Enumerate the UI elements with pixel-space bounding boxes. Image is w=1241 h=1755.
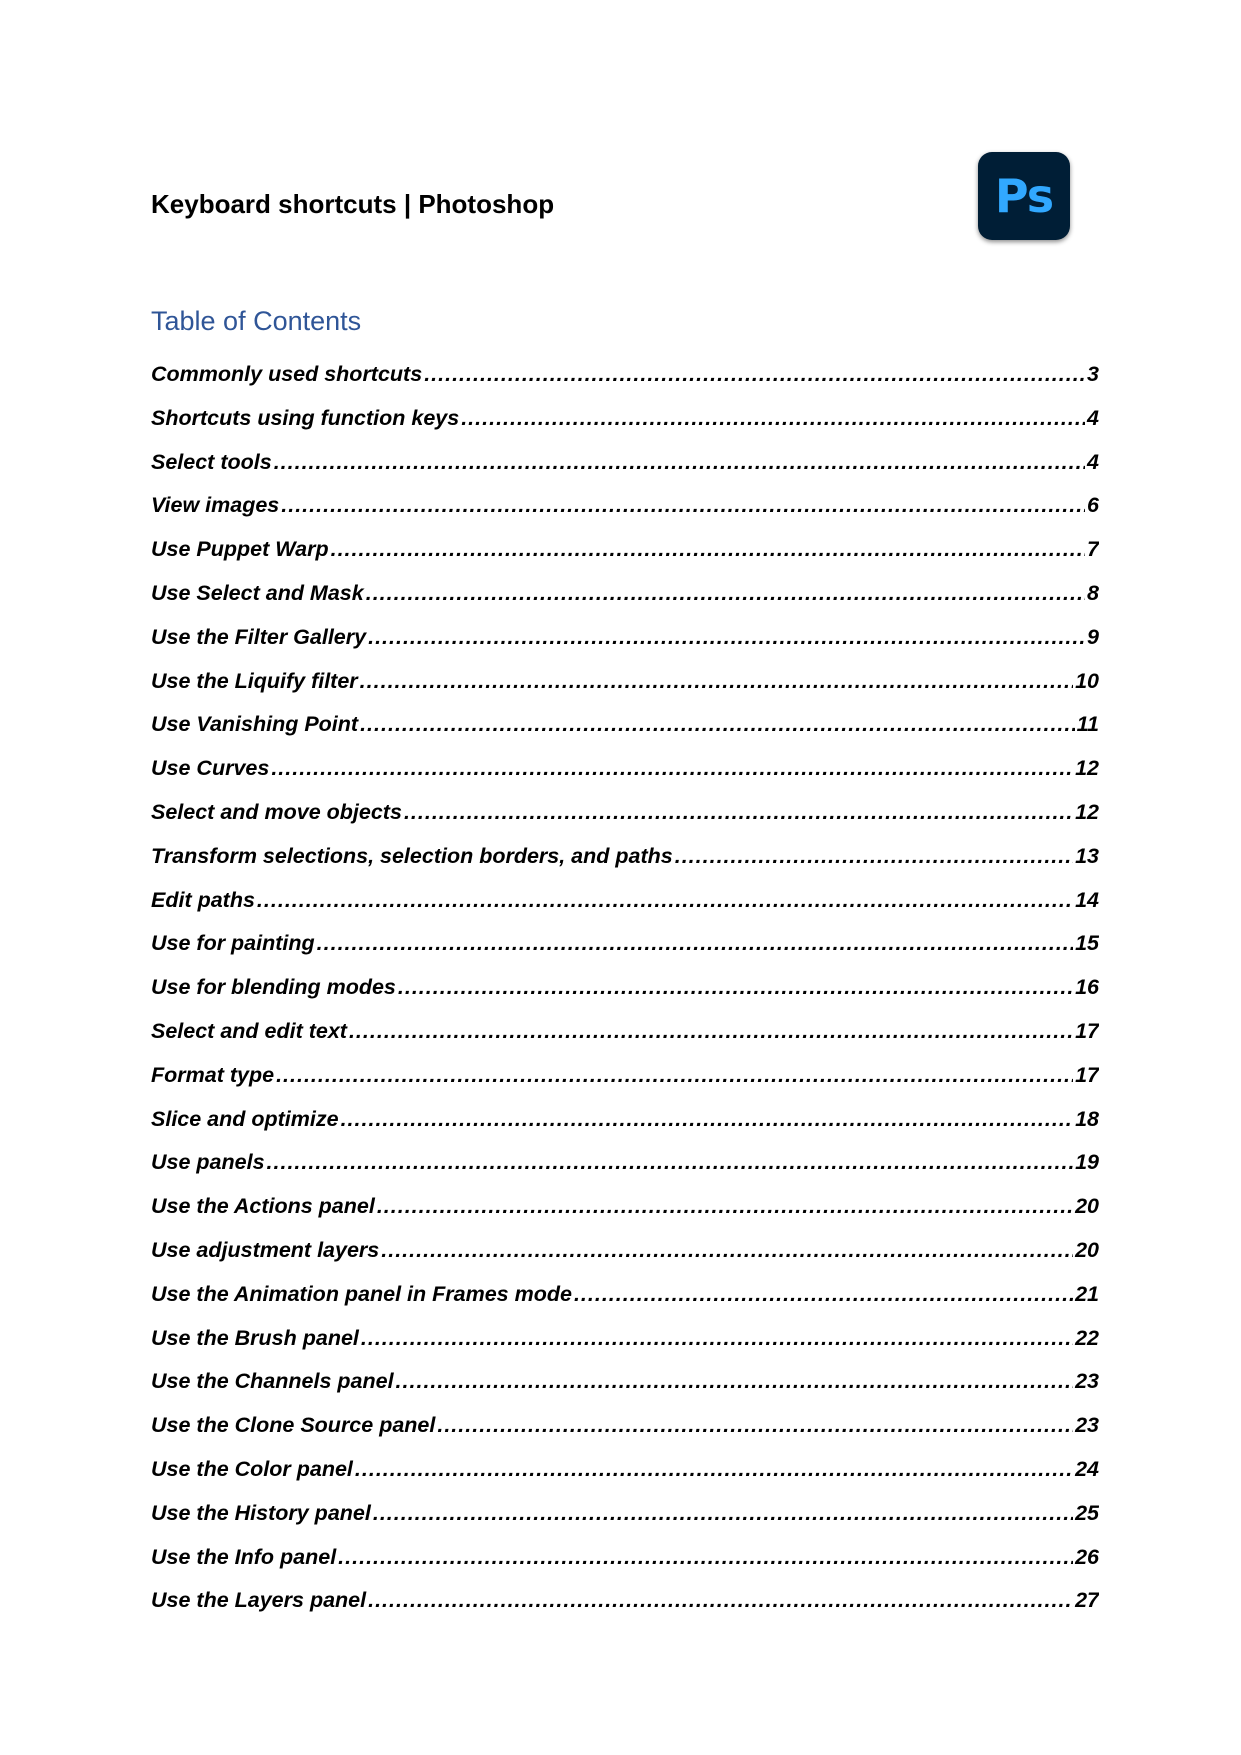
toc-entry-page-number: 16 bbox=[1075, 975, 1099, 1000]
toc-entry[interactable] bbox=[151, 794, 1099, 838]
toc-dot-leader bbox=[331, 531, 1085, 567]
toc-dot-leader bbox=[361, 1320, 1073, 1356]
toc-entry-label: Format type bbox=[151, 1062, 275, 1087]
toc-entry-label: Use the History panel bbox=[151, 1500, 371, 1525]
toc-dot-leader bbox=[274, 444, 1085, 480]
toc-entry-page-number: 14 bbox=[1075, 887, 1099, 912]
toc-entry-page-number: 17 bbox=[1075, 1018, 1099, 1043]
toc-entry[interactable] bbox=[151, 1582, 1099, 1626]
toc-dot-leader bbox=[398, 969, 1073, 1005]
toc-entry[interactable] bbox=[151, 1232, 1099, 1276]
toc-dot-leader bbox=[366, 575, 1085, 611]
toc-entry-page-number: 7 bbox=[1087, 537, 1099, 562]
toc-dot-leader bbox=[377, 1188, 1073, 1224]
toc-dot-leader bbox=[373, 1495, 1073, 1531]
toc-list bbox=[151, 356, 1099, 1626]
toc-entry[interactable] bbox=[151, 487, 1099, 531]
toc-dot-leader bbox=[368, 1582, 1073, 1618]
toc-entry-page-number: 17 bbox=[1075, 1062, 1099, 1087]
document-title: Keyboard shortcuts | Photoshop bbox=[151, 189, 555, 219]
toc-entry-page-number: 20 bbox=[1075, 1194, 1099, 1219]
toc-entry-label: Use adjustment layers bbox=[151, 1237, 380, 1262]
toc-entry[interactable] bbox=[151, 706, 1099, 750]
toc-entry-label: Use the Filter Gallery bbox=[151, 624, 367, 649]
photoshop-logo-icon bbox=[978, 152, 1070, 240]
toc-dot-leader bbox=[257, 882, 1073, 918]
toc-dot-leader bbox=[424, 356, 1085, 392]
toc-entry-label: Select tools bbox=[151, 449, 272, 474]
toc-entry-page-number: 4 bbox=[1087, 405, 1099, 430]
toc-entry[interactable] bbox=[151, 1495, 1099, 1539]
toc-dot-leader bbox=[437, 1407, 1073, 1443]
toc-entry-page-number: 27 bbox=[1075, 1588, 1099, 1613]
toc-entry-label: Use the Liquify filter bbox=[151, 668, 358, 693]
toc-dot-leader bbox=[381, 1232, 1073, 1268]
toc-entry[interactable] bbox=[151, 969, 1099, 1013]
toc-entry-page-number: 20 bbox=[1075, 1237, 1099, 1262]
toc-entry-label: Edit paths bbox=[151, 887, 255, 912]
toc-entry-label: Use the Actions panel bbox=[151, 1194, 375, 1219]
toc-entry-label: Transform selections, selection borders, and paths bbox=[151, 843, 673, 868]
toc-entry-page-number: 21 bbox=[1075, 1281, 1099, 1306]
toc-entry-page-number: 10 bbox=[1075, 668, 1099, 693]
toc-dot-leader bbox=[396, 1363, 1074, 1399]
toc-dot-leader bbox=[574, 1276, 1073, 1312]
toc-entry[interactable] bbox=[151, 1320, 1099, 1364]
toc-entry[interactable] bbox=[151, 1057, 1099, 1101]
toc-entry[interactable] bbox=[151, 1451, 1099, 1495]
toc-entry[interactable] bbox=[151, 925, 1099, 969]
toc-dot-leader bbox=[360, 706, 1075, 742]
toc-entry[interactable] bbox=[151, 1363, 1099, 1407]
toc-entry[interactable] bbox=[151, 882, 1099, 926]
toc-entry[interactable] bbox=[151, 750, 1099, 794]
toc-entry[interactable] bbox=[151, 400, 1099, 444]
toc-entry-page-number: 12 bbox=[1075, 799, 1099, 824]
toc-entry[interactable] bbox=[151, 531, 1099, 575]
toc-entry-page-number: 3 bbox=[1087, 362, 1099, 386]
toc-dot-leader bbox=[404, 794, 1073, 830]
toc-dot-leader bbox=[360, 663, 1073, 699]
toc-entry[interactable] bbox=[151, 1144, 1099, 1188]
toc-dot-leader bbox=[267, 1144, 1074, 1180]
toc-entry-label: Select and move objects bbox=[151, 799, 402, 824]
toc-entry-page-number: 6 bbox=[1087, 493, 1099, 518]
toc-entry[interactable] bbox=[151, 838, 1099, 882]
toc-entry-label: Use Curves bbox=[151, 756, 270, 781]
toc-entry-page-number: 19 bbox=[1075, 1150, 1099, 1175]
toc-entry-label: Use Vanishing Point bbox=[151, 712, 359, 737]
toc-dot-leader bbox=[271, 750, 1073, 786]
toc-entry-label: Shortcuts using function keys bbox=[151, 405, 460, 430]
toc-entry-label: Commonly used shortcuts bbox=[151, 362, 423, 386]
toc-entry[interactable] bbox=[151, 1013, 1099, 1057]
toc-dot-leader bbox=[355, 1451, 1073, 1487]
toc-entry-label: Use the Clone Source panel bbox=[151, 1413, 436, 1438]
toc-entry-page-number: 12 bbox=[1075, 756, 1099, 781]
toc-entry-page-number: 18 bbox=[1075, 1106, 1099, 1131]
toc-entry-label: Use the Info panel bbox=[151, 1544, 337, 1569]
toc-entry-page-number: 8 bbox=[1087, 580, 1099, 605]
toc-entry-label: Use Select and Mask bbox=[151, 580, 364, 605]
toc-entry-page-number: 11 bbox=[1076, 712, 1099, 737]
toc-entry[interactable] bbox=[151, 1539, 1099, 1583]
toc-dot-leader bbox=[338, 1539, 1073, 1575]
toc-entry-page-number: 13 bbox=[1075, 843, 1099, 868]
toc-heading: Table of Contents bbox=[151, 306, 362, 336]
toc-dot-leader bbox=[349, 1013, 1073, 1049]
toc-entry-label: Use the Layers panel bbox=[151, 1588, 367, 1613]
toc-entry[interactable] bbox=[151, 1188, 1099, 1232]
toc-dot-leader bbox=[675, 838, 1073, 874]
toc-dot-leader bbox=[281, 487, 1085, 523]
toc-entry-label: Select and edit text bbox=[151, 1018, 347, 1043]
toc-entry-label: Use the Color panel bbox=[151, 1456, 353, 1481]
toc-entry[interactable] bbox=[151, 1101, 1099, 1145]
toc-entry-page-number: 9 bbox=[1087, 624, 1099, 649]
toc-entry-label: Use Puppet Warp bbox=[151, 537, 329, 562]
toc-entry-page-number: 25 bbox=[1075, 1500, 1099, 1525]
toc-dot-leader bbox=[317, 925, 1073, 961]
toc-dot-leader bbox=[461, 400, 1085, 436]
toc-entry-page-number: 22 bbox=[1075, 1325, 1099, 1350]
toc-entry-page-number: 24 bbox=[1075, 1456, 1099, 1481]
toc-entry-page-number: 26 bbox=[1075, 1544, 1099, 1569]
toc-entry[interactable] bbox=[151, 1276, 1099, 1320]
toc-entry[interactable] bbox=[151, 444, 1099, 488]
toc-dot-leader bbox=[341, 1101, 1074, 1137]
toc-entry-page-number: 4 bbox=[1087, 449, 1099, 474]
toc-entry[interactable] bbox=[151, 1407, 1099, 1451]
toc-entry[interactable] bbox=[151, 663, 1099, 707]
toc-entry-label: Use the Channels panel bbox=[151, 1369, 394, 1394]
toc-entry-label: Use the Brush panel bbox=[151, 1325, 359, 1350]
toc-entry-label: Use for blending modes bbox=[151, 975, 396, 1000]
toc-entry-page-number: 15 bbox=[1075, 931, 1099, 956]
photoshop-logo-text: Ps bbox=[994, 169, 1054, 223]
toc-entry[interactable] bbox=[151, 619, 1099, 663]
toc-entry-label: Slice and optimize bbox=[151, 1106, 339, 1131]
toc-entry-page-number: 23 bbox=[1075, 1369, 1099, 1394]
toc-dot-leader bbox=[276, 1057, 1073, 1093]
toc-entry-label: Use the Animation panel in Frames mode bbox=[151, 1281, 572, 1306]
toc-dot-leader bbox=[368, 619, 1085, 655]
toc-entry[interactable] bbox=[151, 356, 1099, 400]
toc-entry-label: Use for painting bbox=[151, 931, 315, 956]
toc-entry-label: View images bbox=[151, 493, 280, 518]
toc-entry[interactable] bbox=[151, 575, 1099, 619]
toc-entry-page-number: 23 bbox=[1075, 1413, 1099, 1438]
toc-entry-label: Use panels bbox=[151, 1150, 265, 1175]
